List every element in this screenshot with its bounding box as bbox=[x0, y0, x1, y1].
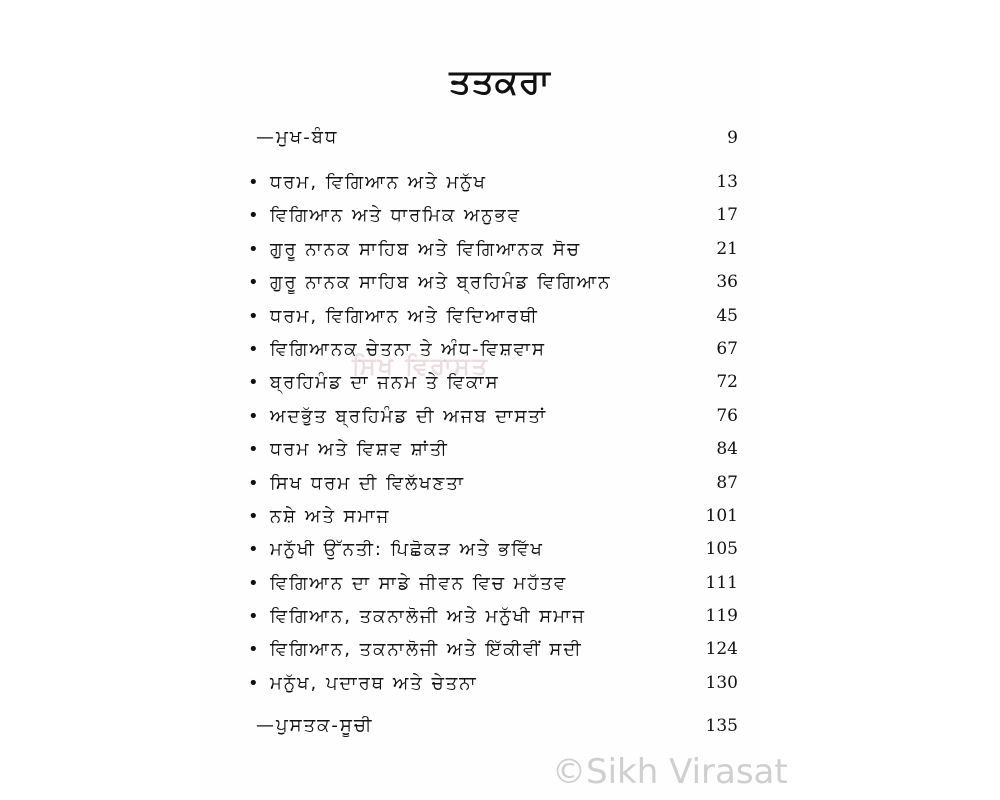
toc-entry-title: ਅਦਭੁੱਤ ਬ੍ਰਹਿਮੰਡ ਦੀ ਅਜਬ ਦਾਸਤਾਂ bbox=[270, 405, 548, 427]
toc-page-number: 105 bbox=[705, 539, 738, 560]
toc-entry bbox=[240, 500, 740, 533]
toc-entry-title: ਗੁਰੂ ਨਾਨਕ ਸਾਹਿਬ ਅਤੇ ਵਿਗਿਆਨਕ ਸੋਚ bbox=[270, 238, 582, 260]
toc-entry-title: ਵਿਗਿਆਨ, ਤਕਨਾਲੋਜੀ ਅਤੇ ਮਨੁੱਖੀ ਸਮਾਜ bbox=[270, 606, 587, 628]
toc-entry-title: ਧਰਮ, ਵਿਗਿਆਨ ਅਤੇ ਮਨੁੱਖ bbox=[270, 172, 487, 193]
watermark-text: ਸਿਖ ਵਿਰਾਸਤ bbox=[352, 352, 490, 380]
toc-entry bbox=[240, 400, 740, 433]
toc-entry-title: ਨਸ਼ੇ ਅਤੇ ਸਮਾਜ bbox=[270, 505, 391, 527]
toc-entry-title: ਧਰਮ, ਵਿਗਿਆਨ ਅਤੇ ਵਿਦਿਆਰਥੀ bbox=[270, 305, 539, 327]
toc-entry-title: ਮਨੁੱਖ, ਪਦਾਰਥ ਅਤੇ ਚੇਤਨਾ bbox=[270, 672, 478, 694]
toc-page-number: 17 bbox=[716, 205, 738, 226]
toc-entry-title: ਮਨੁੱਖੀ ਉੱਨਤੀ: ਪਿਛੋਕੜ ਅਤੇ ਭਵਿੱਖ bbox=[270, 539, 544, 561]
toc-page-number: 45 bbox=[716, 305, 738, 326]
toc-entry bbox=[240, 366, 740, 399]
toc-entry-title: ਵਿਗਿਆਨ, ਤਕਨਾਲੋਜੀ ਅਤੇ ਇੱਕੀਵੀਂ ਸਦੀ bbox=[270, 639, 583, 661]
bullet-icon: • bbox=[248, 672, 259, 694]
toc-entry bbox=[240, 199, 740, 232]
bullet-icon: • bbox=[248, 305, 259, 327]
bullet-icon: • bbox=[248, 338, 259, 360]
toc-page-number: 124 bbox=[705, 639, 738, 660]
table-of-contents bbox=[240, 118, 740, 746]
toc-entry bbox=[240, 300, 740, 333]
bullet-icon: • bbox=[248, 172, 259, 193]
toc-entry-title: —ਪੁਸਤਕ-ਸੂਚੀ bbox=[256, 715, 374, 737]
bullet-icon: • bbox=[248, 272, 259, 294]
toc-entry-title: ਧਰਮ ਅਤੇ ਵਿਸ਼ਵ ਸ਼ਾਂਤੀ bbox=[270, 439, 449, 461]
bullet-icon: • bbox=[248, 472, 259, 494]
bullet-icon: • bbox=[248, 505, 259, 527]
toc-page-number: 21 bbox=[716, 238, 738, 259]
toc-entry-title: ਗੁਰੂ ਨਾਨਕ ਸਾਹਿਬ ਅਤੇ ਬ੍ਰਹਿਮੰਡ ਵਿਗਿਆਨ bbox=[270, 272, 612, 294]
toc-entry bbox=[240, 633, 740, 666]
toc-page-number: 67 bbox=[716, 338, 738, 359]
toc-back-matter bbox=[240, 706, 740, 746]
toc-page-number: 13 bbox=[716, 172, 738, 192]
toc-entry-title: —ਮੁਖ-ਬੰਧ bbox=[256, 127, 339, 148]
toc-entry bbox=[240, 433, 740, 466]
toc-page-number: 101 bbox=[705, 505, 738, 526]
bullet-icon: • bbox=[248, 439, 259, 461]
toc-entry-title: ਵਿਗਿਆਨਕ ਚੇਤਨਾ ਤੇ ਅੰਧ-ਵਿਸ਼ਵਾਸ bbox=[270, 338, 547, 360]
page-title: ਤਤਕਰਾ bbox=[449, 62, 551, 102]
toc-page-number: 130 bbox=[705, 672, 738, 693]
copyright-watermark: ©Sikh Virasat bbox=[552, 752, 788, 792]
toc-entry-title: ਵਿਗਿਆਨ ਅਤੇ ਧਾਰਮਿਕ ਅਨੁਭਵ bbox=[270, 205, 521, 227]
toc-entry-title: ਵਿਗਿਆਨ ਦਾ ਸਾਡੇ ਜੀਵਨ ਵਿਚ ਮਹੱਤਵ bbox=[270, 572, 568, 594]
toc-page-number: 111 bbox=[705, 572, 738, 593]
bullet-icon: • bbox=[248, 606, 259, 628]
toc-entry bbox=[240, 166, 740, 199]
toc-entry bbox=[240, 600, 740, 633]
bullet-icon: • bbox=[248, 238, 259, 260]
toc-page-number: 87 bbox=[716, 472, 738, 493]
toc-entry bbox=[240, 667, 740, 700]
bullet-icon: • bbox=[248, 372, 259, 394]
toc-entry bbox=[240, 467, 740, 500]
toc-front-matter bbox=[240, 118, 740, 158]
bullet-icon: • bbox=[248, 639, 259, 661]
toc-entry bbox=[240, 533, 740, 566]
bullet-icon: • bbox=[248, 572, 259, 594]
bullet-icon: • bbox=[248, 405, 259, 427]
toc-page-number: 9 bbox=[727, 128, 738, 148]
spacer bbox=[240, 158, 740, 166]
toc-page-number: 76 bbox=[716, 405, 738, 426]
toc-entry bbox=[240, 567, 740, 600]
toc-page-number: 135 bbox=[705, 716, 738, 737]
toc-page-number: 119 bbox=[705, 606, 738, 627]
toc-page-number: 84 bbox=[716, 439, 738, 460]
bullet-icon: • bbox=[248, 539, 259, 561]
toc-entry-title: ਬ੍ਰਹਿਮੰਡ ਦਾ ਜਨਮ ਤੇ ਵਿਕਾਸ bbox=[270, 372, 500, 394]
toc-entry bbox=[240, 266, 740, 299]
toc-entry bbox=[240, 233, 740, 266]
bullet-icon: • bbox=[248, 205, 259, 227]
toc-page-number: 72 bbox=[716, 372, 738, 393]
toc-entry bbox=[240, 333, 740, 366]
toc-page-number: 36 bbox=[716, 272, 738, 293]
toc-entry-title: ਸਿਖ ਧਰਮ ਦੀ ਵਿਲੱਖਣਤਾ bbox=[270, 472, 466, 494]
